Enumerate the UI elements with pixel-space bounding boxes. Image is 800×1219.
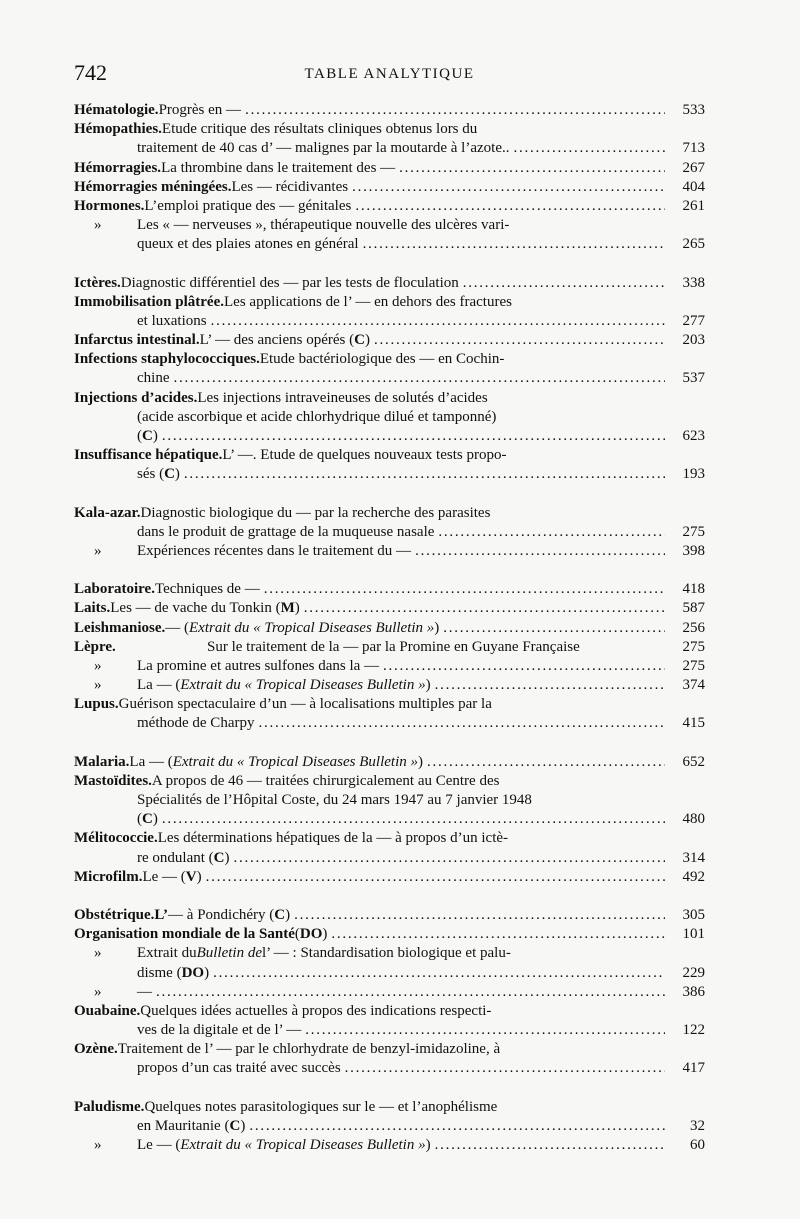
dot-leader [304, 599, 665, 618]
page-header [74, 60, 705, 90]
index-entry [74, 197, 705, 216]
index-entry [74, 120, 705, 139]
entry-keyword: Mélitococcie. [74, 830, 158, 847]
ditto-mark: » [94, 217, 102, 234]
page-ref: 417 [682, 1060, 705, 1077]
entry-text: Sur le traitement de la — par la Promine en Guyane Française [207, 638, 580, 655]
entry-text-end: ) [418, 753, 424, 770]
ditto-mark: » [94, 657, 102, 674]
index-entry [74, 350, 705, 369]
entry-text: ves de la digitale et de l’ — [137, 1022, 302, 1039]
entry-keyword: Mastoïdites. [74, 772, 152, 789]
entry-text: ( [137, 428, 142, 444]
entry-keyword: Malaria. [74, 753, 130, 770]
entry-text: La thrombine dans le traitement des — [161, 159, 396, 176]
entry-text: Techniques de — [154, 581, 260, 598]
entry-text: Les applications de l’ — en dehors des fractures [224, 293, 512, 310]
entry-keyword: Hématologie. [74, 102, 159, 118]
entry-text: re ondulant ( [137, 849, 214, 866]
index-entry [74, 389, 705, 408]
index-entry [74, 446, 705, 465]
dot-leader [363, 235, 665, 254]
entry-text-end: ) [224, 849, 230, 866]
entry-text-end: ) [196, 868, 202, 885]
index-entry [74, 1098, 705, 1117]
entry-text: A propos de 46 — traitées chirurgicalement au Centre des [151, 772, 500, 789]
index-subentry [74, 676, 705, 695]
page-ref: 265 [682, 236, 705, 253]
page-ref: 261 [682, 197, 705, 214]
index-entry-continuation [74, 1021, 705, 1040]
page-ref: 60 [690, 1137, 705, 1153]
dot-leader [213, 964, 665, 983]
dot-leader [383, 657, 665, 676]
page-ref: 374 [682, 677, 705, 694]
entry-italic-text: Extrait du « Tropical Diseases Bulletin » [189, 619, 435, 636]
dot-leader [374, 331, 665, 350]
entry-text: Diagnostic différentiel des — par les tests de floculation [120, 274, 459, 291]
page-ref: 338 [682, 274, 705, 291]
entry-italic-text: Bulletin de [196, 945, 262, 962]
entry-code: C [354, 332, 365, 349]
entry-text: chine [137, 370, 170, 387]
index-entry-continuation [74, 849, 705, 868]
dot-leader [211, 312, 665, 331]
entry-text: La promine et autres sulfones dans la — [137, 657, 380, 674]
index-entry [74, 753, 705, 772]
entry-text: Le — ( [137, 1137, 181, 1153]
entry-text-end: ) [174, 466, 180, 483]
dot-leader [514, 139, 666, 158]
index-entry [74, 638, 705, 657]
index-entry [74, 619, 705, 638]
index-subentry [74, 657, 705, 676]
entry-text: Diagnostic biologique du — par la recherche des parasites [140, 504, 491, 521]
index-entry-continuation [74, 810, 705, 829]
page-ref: 203 [682, 332, 705, 349]
entry-text-end: ) [152, 428, 158, 444]
index-entry [74, 1040, 705, 1059]
index-entry [74, 274, 705, 293]
index-entry [74, 868, 705, 887]
index-listing [74, 101, 705, 1155]
index-entry-continuation [74, 714, 705, 733]
entry-keyword: Hémorragies méningées. [74, 178, 232, 195]
entry-keyword: Hémopathies. [74, 121, 162, 138]
page-ref: 229 [682, 964, 705, 981]
entry-text: Etude critique des résultats cliniques obtenus lors du [161, 121, 478, 138]
index-entry-continuation [74, 791, 705, 810]
page-ref: 480 [682, 811, 705, 828]
entry-keyword: Leishmaniose. [74, 619, 166, 636]
page-ref: 277 [682, 312, 705, 329]
dot-leader [258, 714, 665, 733]
entry-text: en Mauritanie ( [137, 1117, 230, 1134]
index-entry [74, 1002, 705, 1021]
entry-text: ( [294, 926, 300, 943]
entry-text: L’ — des anciens opérés ( [199, 332, 355, 349]
entry-text: (acide ascorbique et acide chlorhydrique dilué et tamponné) [137, 408, 497, 425]
entry-code: DO [181, 964, 205, 981]
entry-code: DO [299, 926, 323, 943]
entry-keyword: Injections d’acides. [74, 389, 198, 406]
index-entry-continuation [74, 427, 705, 446]
entry-text-end: ) [434, 619, 440, 636]
entry-text: propos d’un cas traité avec succès [137, 1060, 341, 1077]
entry-text: queux et des plaies atones en général [137, 236, 359, 253]
entry-keyword: Ictères. [74, 274, 121, 291]
entry-text: La — ( [137, 677, 181, 694]
entry-text: L’emploi pratique des — génitales [144, 197, 352, 214]
page-ref: 305 [682, 906, 705, 923]
page-ref: 275 [682, 638, 705, 655]
entry-text-end: ) [322, 926, 328, 943]
page-ref: 314 [682, 849, 705, 866]
page-ref: 193 [682, 466, 705, 483]
index-subentry [74, 1136, 705, 1155]
entry-code: C [229, 1117, 241, 1134]
dot-leader [162, 810, 665, 829]
dot-leader [463, 274, 665, 293]
entry-text: L’ —. Etude de quelques nouveaux tests propo- [222, 447, 507, 464]
entry-text: Etude bactériologique des — en Cochin- [259, 351, 505, 368]
page-ref: 418 [682, 581, 705, 598]
page-ref: 267 [682, 159, 705, 176]
dot-leader [206, 868, 665, 887]
index-entry [74, 829, 705, 848]
dot-leader [156, 983, 665, 1002]
index-entry-continuation [74, 465, 705, 484]
entry-keyword: Paludisme. [74, 1098, 145, 1115]
page-number: 742 [74, 60, 107, 85]
entry-code: C [142, 811, 153, 828]
page-ref: 587 [682, 600, 705, 617]
index-subentry [74, 542, 705, 561]
dot-leader [438, 523, 665, 542]
entry-code: C [164, 466, 175, 483]
ditto-mark: » [94, 677, 102, 694]
page-ref: 623 [682, 428, 705, 444]
index-entry [74, 159, 705, 178]
index-entry-continuation [74, 523, 705, 542]
dot-leader [305, 1021, 665, 1040]
entry-keyword: Hémorragies. [74, 159, 162, 176]
entry-text: — [137, 983, 152, 1000]
ditto-mark: » [94, 983, 102, 1000]
ditto-mark: » [94, 945, 102, 962]
dot-leader [245, 101, 665, 120]
index-entry-continuation [74, 139, 705, 158]
entry-text-end: ) [204, 964, 210, 981]
entry-keyword: Microfilm. [74, 868, 143, 885]
entry-italic-text: Extrait du « Tropical Diseases Bulletin » [180, 677, 426, 694]
dot-leader [331, 925, 665, 944]
index-entry [74, 504, 705, 523]
dot-leader [443, 619, 665, 638]
index-entry-continuation [74, 964, 705, 983]
entry-text: Les injections intraveineuses de solutés d’acides [197, 389, 488, 406]
entry-keyword: Hormones. [74, 197, 145, 214]
page-ref: 122 [682, 1022, 705, 1039]
running-title: TABLE ANALYTIQUE [304, 66, 475, 82]
index-entry-continuation [74, 1117, 705, 1136]
entry-text: Quelques idées actuelles à propos des indications respecti- [140, 1002, 492, 1019]
index-entry [74, 331, 705, 350]
index-entry [74, 772, 705, 791]
index-entry [74, 178, 705, 197]
entry-keyword: Laboratoire. [74, 581, 155, 598]
page-ref: 32 [690, 1117, 705, 1134]
ditto-mark: » [94, 542, 102, 559]
index-entry-continuation [74, 1059, 705, 1078]
dot-leader [435, 676, 665, 695]
entry-text-end: — à Pondichéry ( [168, 906, 275, 923]
index-entry-continuation [74, 408, 705, 427]
index-subentry [74, 216, 705, 235]
dot-leader [162, 427, 665, 446]
entry-text-end: ) [152, 811, 158, 828]
entry-code: C [142, 428, 153, 444]
entry-text: Spécialités de l’Hôpital Coste, du 24 mars 1947 au 7 janvier 1948 [137, 792, 532, 808]
entry-text: Les « — nerveuses », thérapeutique nouvelle des ulcères vari- [137, 217, 510, 234]
entry-text: disme ( [137, 964, 182, 981]
entry-code: C [213, 849, 225, 866]
page-ref: 415 [682, 715, 705, 732]
page-ref: 533 [682, 102, 705, 118]
index-entry [74, 925, 705, 944]
index-entry-continuation [74, 369, 705, 388]
index-entry [74, 599, 705, 618]
entry-text: Quelques notes parasitologiques sur le — et l’anophélisme [144, 1098, 498, 1115]
entry-text: Les déterminations hépatiques de la — à propos d’un ictè- [157, 830, 509, 847]
entry-italic-text: Extrait du « Tropical Diseases Bulletin » [172, 753, 419, 770]
entry-text-end: ) [425, 677, 431, 694]
entry-keyword: Ouabaine. [74, 1002, 141, 1019]
entry-keyword: Obstétrique. [74, 906, 155, 923]
entry-text-end: ) [240, 1117, 246, 1134]
dot-leader [415, 542, 665, 561]
entry-text: Guérison spectaculaire d’un — à localisations multiples par la [118, 696, 492, 713]
index-entry-continuation [74, 235, 705, 254]
dot-leader [399, 159, 665, 178]
index-entry [74, 580, 705, 599]
entry-text: Le — ( [142, 868, 186, 885]
entry-text: traitement de 40 cas d’ — malignes par la moutarde à l’azote.. [137, 140, 510, 157]
index-subentry [74, 983, 705, 1002]
dot-leader [233, 849, 665, 868]
entry-text: Extrait du [137, 945, 197, 962]
entry-keyword: Lupus. [74, 696, 119, 713]
entry-text: et luxations [137, 312, 207, 329]
entry-keyword: Kala-azar. [74, 504, 141, 521]
entry-bold-text: L’ [154, 906, 169, 923]
entry-keyword: Insuffisance hépatique. [74, 447, 223, 464]
entry-text: dans le produit de grattage de la muqueuse nasale [137, 523, 435, 540]
page-ref: 275 [682, 523, 705, 540]
page-ref: 101 [682, 926, 705, 943]
index-entry-continuation [74, 312, 705, 331]
index-entry [74, 101, 705, 120]
page-ref: 652 [682, 753, 705, 770]
entry-text: Expériences récentes dans le traitement du — [137, 542, 412, 559]
page-ref: 492 [682, 868, 705, 885]
entry-keyword: Organisation mondiale de la Santé [74, 926, 295, 943]
entry-italic-text: Extrait du « Tropical Diseases Bulletin » [180, 1137, 426, 1153]
index-entry [74, 695, 705, 714]
page-ref: 275 [682, 657, 705, 674]
page-ref: 398 [682, 542, 705, 559]
entry-text: Les — récidivantes [231, 178, 349, 195]
page-ref: 404 [682, 178, 705, 195]
entry-code: C [274, 906, 286, 923]
index-entry [74, 293, 705, 312]
entry-code: M [280, 600, 295, 617]
entry-keyword: Infarctus intestinal. [74, 332, 200, 349]
page-ref: 713 [682, 140, 705, 157]
page-ref: 386 [682, 983, 705, 1000]
entry-text-end: l’ — : Standardisation biologique et palu- [261, 945, 511, 962]
ditto-mark: » [94, 1137, 102, 1153]
entry-text-end: ) [364, 332, 370, 349]
entry-text: méthode de Charpy [137, 715, 255, 732]
dot-leader [294, 906, 665, 925]
page-ref: 256 [682, 619, 705, 636]
entry-text-end: ) [294, 600, 300, 617]
index-entry [74, 906, 705, 925]
entry-text: ( [137, 811, 142, 828]
entry-text: La — ( [129, 753, 173, 770]
dot-leader [352, 178, 665, 197]
entry-text: Traitement de l’ — par le chlorhydrate de benzyl-imidazoline, à [117, 1041, 501, 1058]
dot-leader [249, 1117, 665, 1136]
dot-leader [435, 1136, 665, 1155]
entry-text: — ( [165, 619, 190, 636]
dot-leader [427, 753, 665, 772]
entry-keyword: Ozène. [74, 1041, 118, 1058]
entry-text-end: ) [285, 906, 291, 923]
entry-text: sés ( [137, 466, 165, 483]
entry-text: Progrès en — [158, 102, 242, 118]
entry-code: V [185, 868, 197, 885]
entry-keyword: Infections staphylococciques. [74, 351, 260, 368]
entry-text: Les — de vache du Tonkin ( [110, 600, 281, 617]
dot-leader [173, 369, 665, 388]
index-subentry [74, 944, 705, 963]
entry-keyword: Laits. [74, 600, 111, 617]
entry-keyword: Immobilisation plâtrée. [74, 293, 224, 310]
entry-keyword: Lèpre. [74, 638, 116, 655]
page-ref: 537 [682, 370, 705, 387]
dot-leader [264, 580, 665, 599]
dot-leader [355, 197, 665, 216]
dot-leader [184, 465, 665, 484]
entry-text-end: ) [425, 1137, 431, 1153]
dot-leader [345, 1059, 665, 1078]
